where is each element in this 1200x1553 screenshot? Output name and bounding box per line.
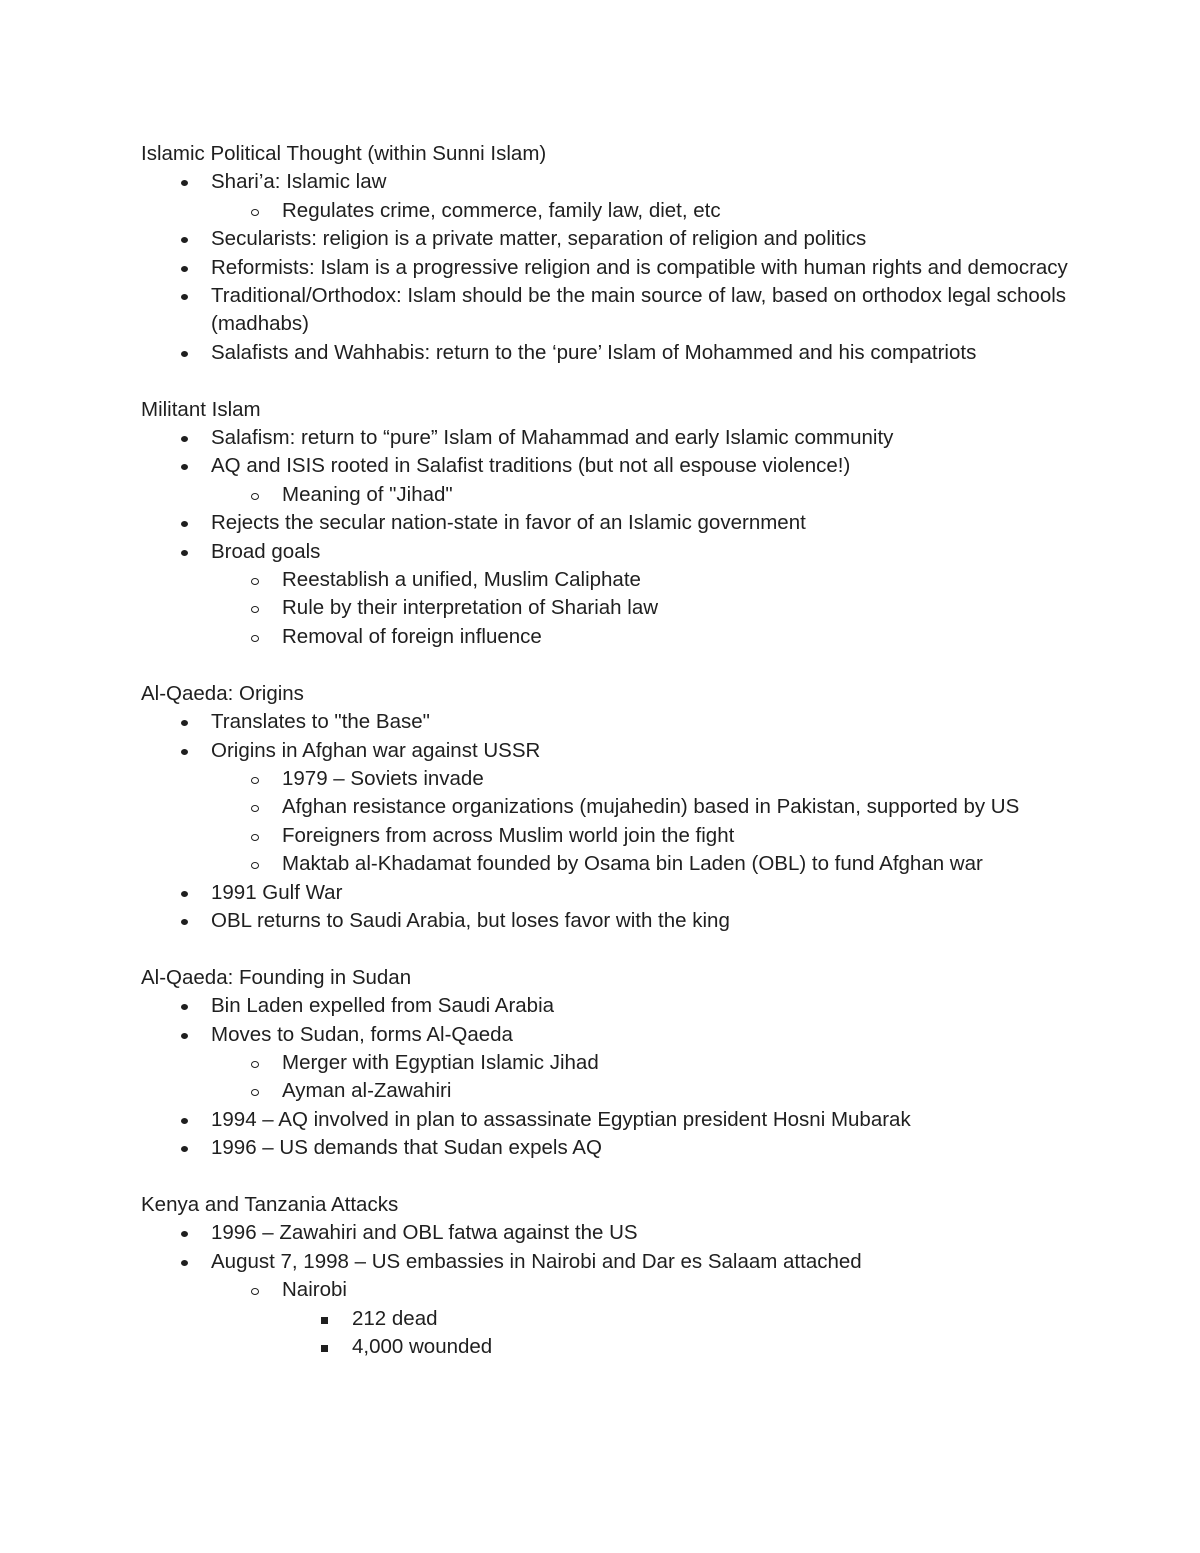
list-item-text: Salafists and Wahhabis: return to the ‘pure’ Islam of Mohammed and his compatriots (211, 340, 977, 364)
bullet-disc-icon (181, 749, 188, 755)
list-item-text: 1994 – AQ involved in plan to assassinate Egyptian president Hosni Mubarak (211, 1107, 911, 1131)
list-item (141, 1134, 1081, 1162)
list-item-text: Traditional/Orthodox: Islam should be the main source of law, based on orthodox legal schools (madhabs) (211, 284, 1067, 336)
list-item (141, 197, 1081, 225)
list-item (141, 225, 1081, 253)
list-item-text: Ayman al-Zawahiri (282, 1079, 452, 1103)
list-item (141, 1219, 1081, 1247)
list-item-text: Origins in Afghan war against USSR (211, 738, 541, 762)
bullet-square-icon (321, 1317, 328, 1324)
list-item (141, 1049, 1081, 1077)
document-content (141, 140, 1081, 1390)
section-heading: Kenya and Tanzania Attacks (141, 1192, 399, 1216)
list-item (141, 1248, 1081, 1276)
list-item (141, 594, 1081, 622)
list-item (141, 708, 1081, 736)
list-item (141, 737, 1081, 765)
list-item (141, 1305, 1081, 1333)
list-item-text: OBL returns to Saudi Arabia, but loses favor with the king (211, 908, 730, 932)
list-item-text: Shari’a: Islamic law (211, 170, 387, 194)
list-item-text: 212 dead (352, 1306, 438, 1330)
section-militant-islam (141, 396, 1081, 652)
bullet-disc-icon (181, 720, 188, 726)
list-item (141, 850, 1081, 878)
list-item (141, 509, 1081, 537)
list-item (141, 282, 1081, 339)
bullet-disc-icon (181, 1260, 188, 1266)
list-item-text: 1996 – US demands that Sudan expels AQ (211, 1136, 602, 1160)
bullet-circle-icon (251, 209, 259, 216)
list-item-text: Regulates crime, commerce, family law, diet, etc (282, 198, 721, 222)
bullet-disc-icon (181, 1146, 188, 1152)
list-item-text: August 7, 1998 – US embassies in Nairobi and Dar es Salaam attached (211, 1249, 862, 1273)
section-kenya-tanzania-attacks (141, 1191, 1081, 1361)
bullet-disc-icon (181, 550, 188, 556)
list-item-text: Reformists: Islam is a progressive religion and is compatible with human rights and democracy (211, 255, 1068, 279)
bullet-circle-icon (251, 493, 259, 500)
bullet-disc-icon (181, 294, 188, 300)
list-item (141, 1021, 1081, 1049)
list-item-text: 4,000 wounded (352, 1335, 493, 1358)
list-item (141, 623, 1081, 651)
list-item (141, 879, 1081, 907)
list-item-text: Nairobi (282, 1278, 347, 1302)
section-heading: Militant Islam (141, 397, 261, 421)
bullet-list (141, 1219, 1081, 1361)
bullet-disc-icon (181, 1033, 188, 1039)
bullet-circle-icon (251, 1061, 259, 1068)
section-al-qaeda-origins (141, 680, 1081, 936)
list-item (141, 424, 1081, 452)
bullet-list (141, 424, 1081, 651)
bullet-square-icon (321, 1345, 328, 1352)
list-item-text: Meaning of "Jihad" (282, 482, 453, 506)
list-item-text: Rule by their interpretation of Shariah law (282, 596, 659, 620)
bullet-circle-icon (251, 862, 259, 869)
bullet-circle-icon (251, 578, 259, 585)
list-item (141, 481, 1081, 509)
list-item-text: AQ and ISIS rooted in Salafist traditions (but not all espouse violence!) (211, 454, 851, 478)
bullet-disc-icon (181, 1004, 188, 1010)
bullet-circle-icon (251, 1288, 259, 1295)
list-item (141, 992, 1081, 1020)
section-heading: Al-Qaeda: Origins (141, 681, 304, 705)
list-item-text: 1996 – Zawahiri and OBL fatwa against the US (211, 1221, 638, 1245)
list-item (141, 566, 1081, 594)
list-item (141, 168, 1081, 196)
section-islamic-political-thought (141, 140, 1081, 367)
list-item-text: Foreigners from across Muslim world join the fight (282, 823, 735, 847)
bullet-disc-icon (181, 351, 188, 357)
list-item-text: Afghan resistance organizations (mujahedin) based in Pakistan, supported by US (282, 795, 1020, 819)
list-item (141, 1077, 1081, 1105)
bullet-disc-icon (181, 436, 188, 442)
list-item-text: Rejects the secular nation-state in favor of an Islamic government (211, 511, 806, 535)
list-item (141, 1333, 1081, 1361)
list-item (141, 793, 1081, 821)
list-item (141, 822, 1081, 850)
bullet-circle-icon (251, 606, 259, 613)
bullet-list (141, 992, 1081, 1162)
bullet-circle-icon (251, 635, 259, 642)
bullet-disc-icon (181, 521, 188, 527)
list-item-text: Secularists: religion is a private matter, separation of religion and politics (211, 227, 867, 251)
bullet-disc-icon (181, 464, 188, 470)
list-item-text: Moves to Sudan, forms Al-Qaeda (211, 1022, 513, 1046)
list-item-text: 1991 Gulf War (211, 880, 343, 904)
list-item-text: Removal of foreign influence (282, 624, 542, 648)
bullet-circle-icon (251, 1089, 259, 1096)
list-item-text: Salafism: return to “pure” Islam of Mahammad and early Islamic community (211, 426, 894, 450)
bullet-disc-icon (181, 1118, 188, 1124)
bullet-disc-icon (181, 266, 188, 272)
list-item (141, 452, 1081, 480)
bullet-circle-icon (251, 777, 259, 784)
list-item (141, 538, 1081, 566)
bullet-disc-icon (181, 919, 188, 925)
bullet-circle-icon (251, 834, 259, 841)
bullet-list (141, 708, 1081, 935)
bullet-disc-icon (181, 1231, 188, 1237)
bullet-list (141, 168, 1081, 367)
list-item (141, 254, 1081, 282)
list-item-text: 1979 – Soviets invade (282, 766, 484, 790)
section-al-qaeda-founding-sudan (141, 964, 1081, 1163)
bullet-disc-icon (181, 237, 188, 243)
bullet-circle-icon (251, 805, 259, 812)
section-heading: Al-Qaeda: Founding in Sudan (141, 965, 412, 989)
list-item (141, 765, 1081, 793)
list-item-text: Bin Laden expelled from Saudi Arabia (211, 994, 555, 1018)
list-item (141, 1276, 1081, 1304)
list-item-text: Reestablish a unified, Muslim Caliphate (282, 568, 641, 592)
list-item-text: Translates to "the Base" (211, 710, 430, 734)
list-item-text: Maktab al-Khadamat founded by Osama bin Laden (OBL) to fund Afghan war (282, 852, 983, 876)
list-item (141, 907, 1081, 935)
bullet-disc-icon (181, 180, 188, 186)
list-item-text: Merger with Egyptian Islamic Jihad (282, 1050, 599, 1074)
section-heading: Islamic Political Thought (within Sunni Islam) (141, 142, 547, 165)
list-item (141, 339, 1081, 367)
list-item (141, 1106, 1081, 1134)
bullet-disc-icon (181, 891, 188, 897)
list-item-text: Broad goals (211, 539, 321, 563)
